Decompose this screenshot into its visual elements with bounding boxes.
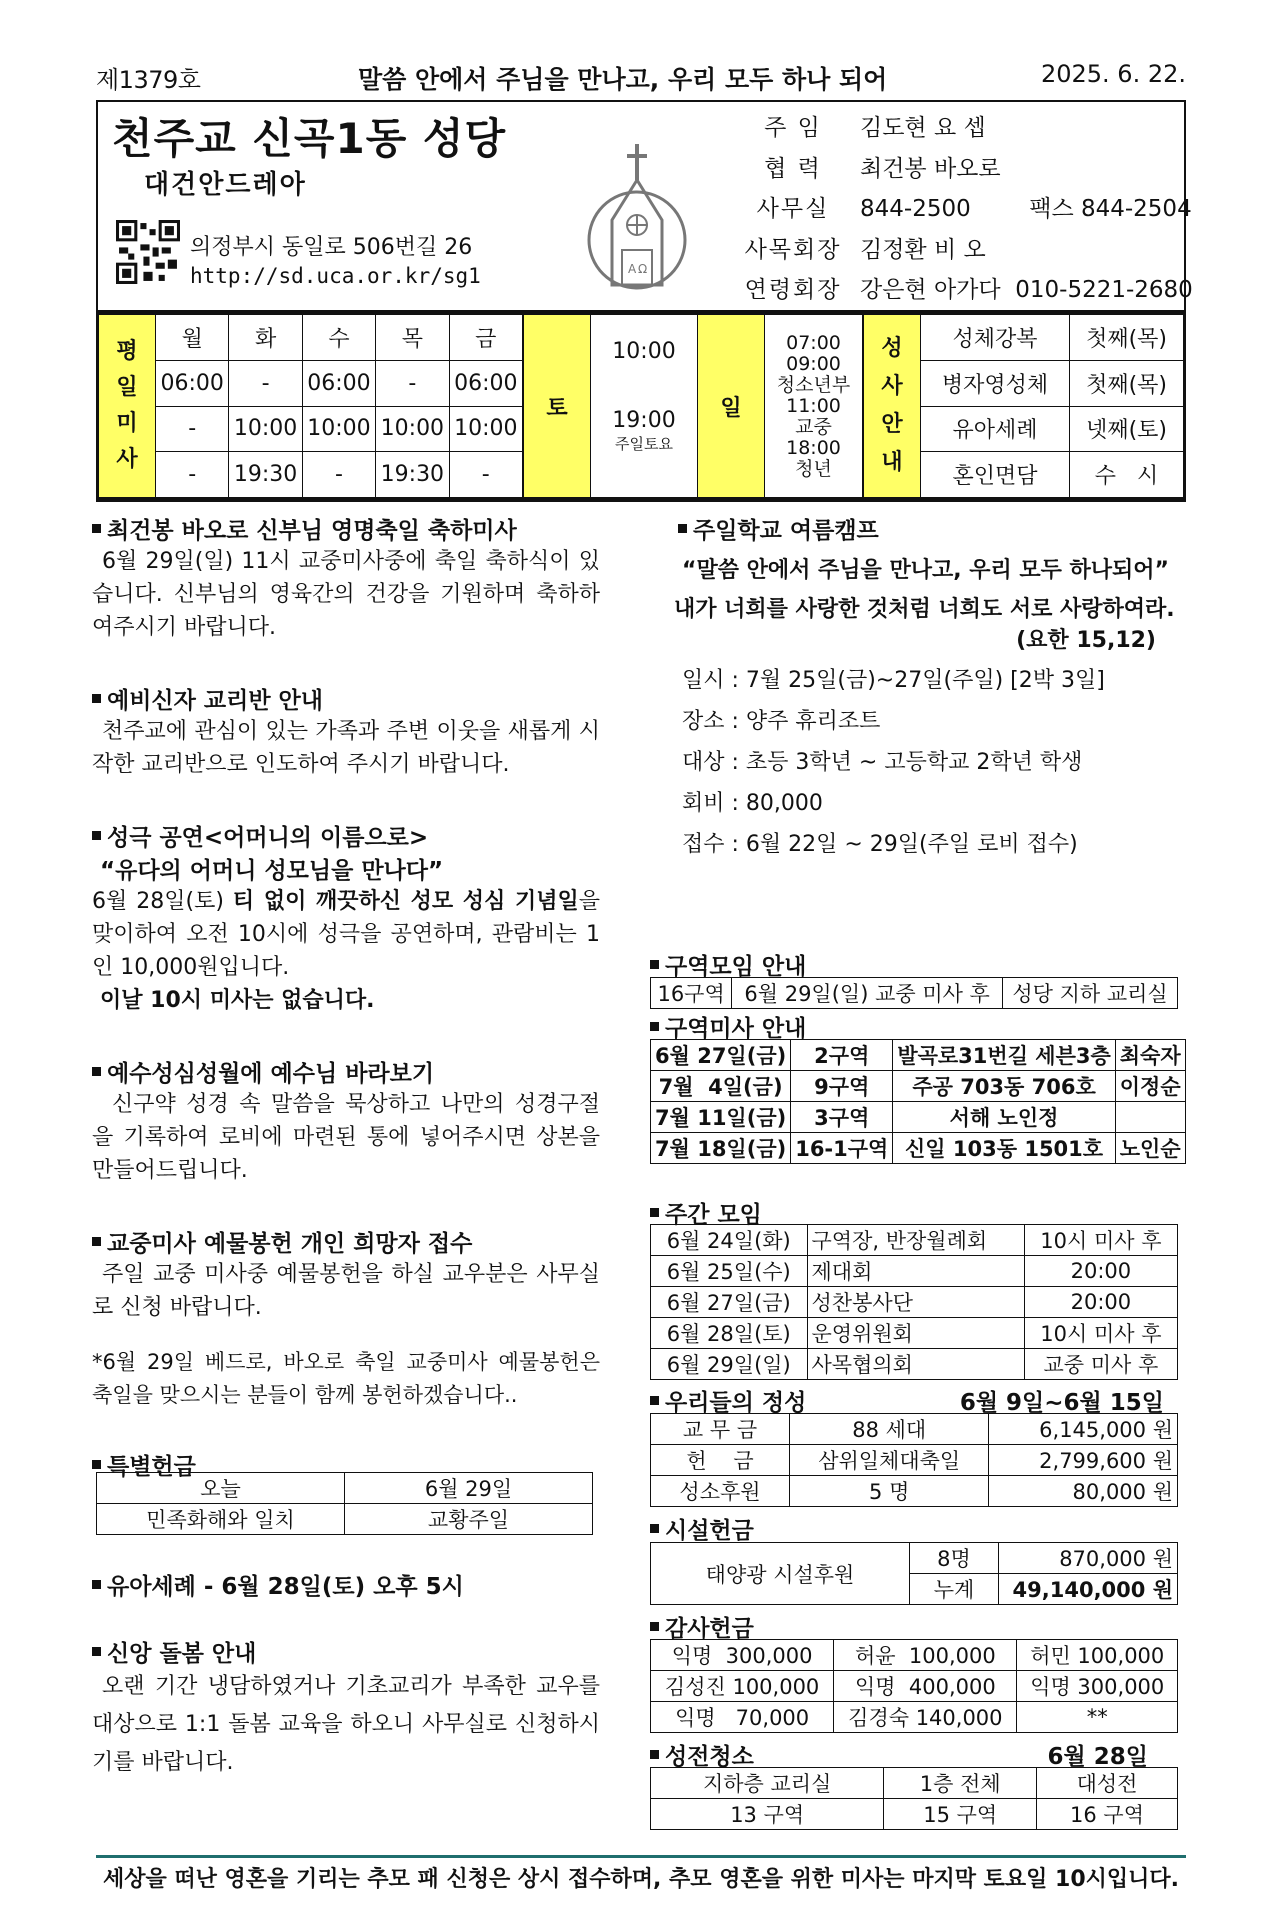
table-row: [651, 1287, 1178, 1318]
table-cell: 88 세대: [790, 1414, 989, 1445]
section-title: 구역미사 안내: [650, 1010, 806, 1043]
section-body: 천주교에 관심이 있는 가족과 주변 이웃을 새롭게 시작한 교리반으로 인도하여 주시기 바랍니다.: [92, 719, 600, 777]
table-cell: 운영위원회: [807, 1318, 1024, 1349]
sacrament-label: 성 사 안 내: [864, 315, 921, 498]
table-cell: 6월 29일: [345, 1473, 593, 1504]
church-logo-icon: [582, 140, 692, 300]
table-cell: 익명 300,000: [651, 1640, 834, 1671]
mass-time: -: [376, 360, 449, 406]
section-title: 주간 모임: [650, 1196, 762, 1229]
weekday-mass-table: [98, 314, 523, 498]
table-cell: 80,000 원: [989, 1476, 1178, 1507]
section-title: 주일학교 여름캠프: [678, 512, 1186, 545]
sunday-time-note: 교중: [795, 415, 832, 438]
section-body: 6월 28일(토) 티 없이 깨끗하신 성모 성심 기념일을 맞이하여 오전 10시에 성극을 공연하며, 관람비는 1인 10,000원입니다.: [92, 889, 600, 980]
staff-value: 김도현 요 셉: [860, 115, 986, 141]
section-subtitle: “유다의 어머니 성모님을 만나다”: [100, 858, 444, 884]
svg-text:A: A: [628, 262, 637, 276]
table-cell: 성찬봉사단: [807, 1287, 1024, 1318]
sacrament-schedule: 첫째(목): [1070, 360, 1184, 406]
table-cell: 16-1구역: [791, 1133, 893, 1164]
table-cell: 교황주일: [345, 1504, 593, 1535]
table-row: [651, 1318, 1178, 1349]
section-title: 교중미사 예물봉헌 개인 희망자 접수: [92, 1225, 600, 1258]
sacrament-schedule: 넷째(토): [1070, 406, 1184, 452]
table-cell: 9구역: [791, 1071, 893, 1102]
mass-time: 06:00: [449, 360, 522, 406]
mass-time: -: [229, 360, 302, 406]
svg-text:Ω: Ω: [638, 262, 648, 276]
church-url[interactable]: http://sd.uca.or.kr/sg1: [190, 264, 481, 288]
saturday-time: 10:00: [612, 339, 676, 364]
section-title: 우리들의 정성 6월 9일~6월 15일: [650, 1384, 1178, 1417]
sunday-label: 일: [698, 315, 765, 498]
day-header: 금: [449, 315, 522, 361]
table-row: [651, 1349, 1178, 1380]
sunday-times: [765, 315, 863, 498]
mass-time: -: [449, 452, 522, 498]
sunday-time-note: 청소년부: [776, 373, 851, 396]
mass-time: -: [156, 406, 229, 452]
table-row: [651, 1040, 1186, 1071]
table-cell: 6월 29일(일): [651, 1349, 808, 1380]
weekday-mass-label: 평 일 미 사: [99, 315, 156, 498]
table-cell: 노인순: [1115, 1133, 1185, 1164]
sunday-time: 11:00: [786, 394, 841, 417]
table-cell: 5 명: [790, 1476, 989, 1507]
district-mass-table: [650, 1039, 1186, 1164]
bullet-square-icon: [650, 1022, 659, 1031]
offering-table: [650, 1413, 1178, 1507]
table-cell: 49,140,000 원: [999, 1574, 1178, 1605]
section-note: *6월 29일 베드로, 바오로 축일 교중미사 예물봉헌은 축일을 맞으시는 분들이 함께 봉헌하겠습니다..: [92, 1350, 600, 1407]
staff-value: 김정환 비 오: [860, 236, 986, 263]
table-cell: 2구역: [791, 1040, 893, 1071]
staff-label: 사무실: [756, 196, 830, 222]
saturday-time: 19:00: [612, 408, 676, 433]
day-header: 수: [302, 315, 375, 361]
offering-period: 6월 9일~6월 15일: [959, 1390, 1164, 1416]
table-cell: 구역장, 반장월례회: [807, 1225, 1024, 1256]
cleaning-table: [650, 1767, 1178, 1830]
bullet-square-icon: [92, 1237, 101, 1246]
thanks-offering-table: [650, 1639, 1178, 1733]
table-cell: 최숙자: [1115, 1040, 1185, 1071]
table-row: [651, 1133, 1186, 1164]
table-cell: 오늘: [97, 1473, 345, 1504]
staff-row: [738, 189, 1193, 230]
table-cell: 허윤 100,000: [834, 1640, 1017, 1671]
sacrament-name: 유아세례: [921, 406, 1070, 452]
section-title: 성전청소 6월 28일: [650, 1738, 1178, 1771]
staff-row: [738, 149, 1193, 190]
mass-time: 19:30: [229, 452, 302, 498]
header-box: [96, 100, 1193, 312]
bullet-square-icon: [650, 1750, 659, 1759]
table-cell: 6월 27일(금): [651, 1040, 791, 1071]
staff-label: 주 임: [764, 115, 822, 141]
table-cell: 헌 금: [651, 1445, 790, 1476]
section-body: 주일 교중 미사중 예물봉헌을 하실 교우분은 사무실로 신청 바랍니다.: [92, 1262, 600, 1320]
table-cell: 익명 300,000: [1017, 1671, 1178, 1702]
staff-label: 사목회장: [744, 236, 842, 263]
sunday-time: 18:00: [786, 436, 841, 459]
section-title: 감사헌금: [650, 1610, 754, 1643]
table-cell: 6,145,000 원: [989, 1414, 1178, 1445]
facility-offering-table: [650, 1542, 1178, 1605]
day-header: 월: [156, 315, 229, 361]
mass-schedule: [96, 312, 1186, 502]
district-meeting-table: [650, 977, 1178, 1009]
table-cell: 발곡로31번길 세븐3층: [893, 1040, 1115, 1071]
sunday-time-note: 청년: [795, 457, 832, 480]
table-cell: [1115, 1102, 1185, 1133]
staff-value: 강은현 아가다 010-5221-2680: [860, 277, 1193, 303]
bullet-square-icon: [650, 1622, 659, 1631]
table-row: [651, 1543, 1178, 1574]
table-cell: 20:00: [1024, 1256, 1177, 1287]
table-cell: 16구역: [651, 978, 732, 1009]
table-cell: 교 무 금: [651, 1414, 790, 1445]
sacrament-name: 혼인면담: [921, 452, 1070, 498]
church-address: 의정부시 동일로 506번길 26: [190, 235, 473, 260]
table-cell: 신일 103동 1501호: [893, 1133, 1115, 1164]
section-title: 예수성심성월에 예수님 바라보기: [92, 1055, 600, 1088]
table-cell: 김경숙 140,000: [834, 1702, 1017, 1733]
section-title: 특별헌금: [92, 1448, 600, 1481]
staff-label: 협 력: [764, 155, 822, 182]
sacrament-name: 성체강복: [921, 315, 1070, 361]
mass-time: 10:00: [376, 406, 449, 452]
sunday-time: 07:00: [786, 331, 841, 354]
mass-time: 19:30: [376, 452, 449, 498]
table-row: [651, 1414, 1178, 1445]
mass-time: 06:00: [156, 360, 229, 406]
table-cell: 10시 미사 후: [1024, 1318, 1177, 1349]
table-cell: 13 구역: [651, 1799, 884, 1830]
issue-date: 2025. 6. 22.: [1040, 60, 1186, 88]
sacrament-schedule: 첫째(목): [1070, 315, 1184, 361]
table-cell: 15 구역: [884, 1799, 1037, 1830]
staff-row: [738, 270, 1193, 311]
bullet-square-icon: [92, 1647, 101, 1656]
table-cell: 8명: [910, 1543, 999, 1574]
table-row: [651, 1799, 1178, 1830]
saturday-times: [591, 315, 698, 498]
camp-verse-ref: (요한 15,12): [1016, 628, 1156, 653]
camp-quote: “말씀 안에서 주님을 만나고, 우리 모두 하나되어”: [682, 558, 1170, 583]
section-title: 유아세례 - 6월 28일(토) 오후 5시: [92, 1568, 600, 1601]
staff-row: [738, 230, 1193, 271]
table-cell: 7월 18일(금): [651, 1133, 791, 1164]
left-column-bottom: [92, 1568, 600, 1782]
table-row: [651, 1071, 1186, 1102]
mass-time: 06:00: [302, 360, 375, 406]
table-cell: 3구역: [791, 1102, 893, 1133]
table-cell: 870,000 원: [999, 1543, 1178, 1574]
table-cell: 6월 29일(일) 교중 미사 후: [732, 978, 1003, 1009]
section-body: 오랜 기간 냉담하였거나 기초교리가 부족한 교우를 대상으로 1:1 돌봄 교육을 하오니 사무실로 신청하시기를 바랍니다.: [92, 1674, 600, 1775]
table-cell: 6월 25일(수): [651, 1256, 808, 1287]
table-cell: 익명 70,000: [651, 1702, 834, 1733]
mass-time: 10:00: [229, 406, 302, 452]
camp-details: [682, 660, 1186, 865]
church-name: 천주교 신곡1동 성당: [112, 114, 507, 163]
table-cell: 성당 지하 교리실: [1003, 978, 1178, 1009]
table-cell: 7월 4일(금): [651, 1071, 791, 1102]
right-column: [674, 512, 1186, 865]
staff-row: [738, 108, 1193, 149]
section-title: 성극 공연<어머니의 이름으로>: [92, 819, 600, 852]
saturday-time-note: 주일토요: [615, 435, 673, 453]
cleaning-date: 6월 28일: [1047, 1744, 1148, 1770]
mass-time: -: [302, 452, 375, 498]
table-cell: 지하층 교리실: [651, 1768, 884, 1799]
table-cell: 주공 703동 706호: [893, 1071, 1115, 1102]
left-column: [92, 512, 600, 1481]
table-cell: 7월 11일(금): [651, 1102, 791, 1133]
table-cell: 성소후원: [651, 1476, 790, 1507]
table-cell: 사목협의회: [807, 1349, 1024, 1380]
camp-verse: 내가 너희를 사랑한 것처럼 너희도 서로 사랑하여라.: [674, 597, 1175, 622]
bullet-square-icon: [92, 1580, 101, 1589]
table-cell: 1층 전체: [884, 1768, 1037, 1799]
table-cell: 민족화해와 일치: [97, 1504, 345, 1535]
sacrament-name: 병자영성체: [921, 360, 1070, 406]
table-cell: 2,799,600 원: [989, 1445, 1178, 1476]
day-header: 화: [229, 315, 302, 361]
bullet-square-icon: [650, 1524, 659, 1533]
saturday-label: 토: [524, 315, 591, 498]
camp-detail: 대상 : 초등 3학년 ~ 고등학교 2학년 학생: [682, 750, 1083, 775]
bullet-square-icon: [92, 524, 101, 533]
bullet-square-icon: [650, 1208, 659, 1217]
table-row: [651, 1256, 1178, 1287]
camp-detail: 일시 : 7월 25일(금)~27일(주일) [2박 3일]: [682, 668, 1105, 693]
table-cell: 누계: [910, 1574, 999, 1605]
table-cell: 허민 100,000: [1017, 1640, 1178, 1671]
table-row: [651, 1102, 1186, 1133]
table-cell: 6월 28일(토): [651, 1318, 808, 1349]
section-title: 최건봉 바오로 신부님 영명축일 축하미사: [92, 512, 600, 545]
camp-detail: 장소 : 양주 휴리조트: [682, 709, 881, 734]
day-header: 목: [376, 315, 449, 361]
table-cell: 삼위일체대축일: [790, 1445, 989, 1476]
table-cell: 태양광 시설후원: [651, 1543, 910, 1605]
table-row: [651, 1768, 1178, 1799]
sunday-time: 09:00: [786, 352, 841, 375]
mass-time: 10:00: [302, 406, 375, 452]
section-title: 신앙 돌봄 안내: [92, 1635, 600, 1668]
table-cell: 16 구역: [1037, 1799, 1178, 1830]
qr-code-icon: [116, 220, 180, 284]
table-cell: 익명 400,000: [834, 1671, 1017, 1702]
bullet-square-icon: [92, 1067, 101, 1076]
section-title: 구역모임 안내: [650, 948, 806, 981]
table-cell: 대성전: [1037, 1768, 1178, 1799]
mass-time: 10:00: [449, 406, 522, 452]
sacrament-schedule: 수 시: [1070, 452, 1184, 498]
table-cell: 서해 노인정: [893, 1102, 1115, 1133]
footer-divider: [96, 1855, 1186, 1858]
staff-value: 최건봉 바오로: [860, 155, 1001, 182]
table-cell: 교중 미사 후: [1024, 1349, 1177, 1380]
staff-list: [738, 108, 1193, 311]
table-row: [651, 1445, 1178, 1476]
section-title: 예비신자 교리반 안내: [92, 682, 600, 715]
section-note: 이날 10시 미사는 없습니다.: [100, 988, 375, 1013]
bullet-square-icon: [650, 1396, 659, 1405]
table-cell: 김성진 100,000: [651, 1671, 834, 1702]
patron-saint: 대건안드레아: [144, 170, 307, 200]
table-cell: 이정순: [1115, 1071, 1185, 1102]
table-cell: 6월 27일(금): [651, 1287, 808, 1318]
staff-label: 연령회장: [744, 277, 842, 303]
camp-detail: 접수 : 6월 22일 ~ 29일(주일 로비 접수): [682, 832, 1078, 857]
motto: 말씀 안에서 주님을 만나고, 우리 모두 하나 되어: [358, 65, 888, 94]
table-cell: 제대회: [807, 1256, 1024, 1287]
table-row: [651, 1225, 1178, 1256]
bullet-square-icon: [92, 1460, 101, 1469]
special-offering-table: [96, 1472, 593, 1535]
mass-time: -: [156, 452, 229, 498]
table-row: [651, 1702, 1178, 1733]
staff-value: 844-2500 팩스 844-2504: [860, 196, 1192, 222]
table-cell: 6월 24일(화): [651, 1225, 808, 1256]
table-cell: 10시 미사 후: [1024, 1225, 1177, 1256]
table-row: [651, 1671, 1178, 1702]
table-row: [651, 1640, 1178, 1671]
table-row: [651, 1476, 1178, 1507]
issue-number: 제1379호: [96, 66, 201, 94]
bullet-square-icon: [650, 960, 659, 969]
section-body: 6월 29일(일) 11시 교중미사중에 축일 축하식이 있습니다. 신부님의 영육간의 건강을 기원하며 축하하여주시기 바랍니다.: [92, 549, 600, 640]
bullet-square-icon: [92, 831, 101, 840]
sacrament-table: [863, 314, 1184, 498]
footer-notice: 세상을 떠난 영혼을 기리는 추모 패 신청은 상시 접수하며, 추모 영혼을 위한 미사는 마지막 토요일 10시입니다.: [102, 1867, 1180, 1892]
table-cell: 20:00: [1024, 1287, 1177, 1318]
bullet-square-icon: [678, 524, 687, 533]
camp-detail: 회비 : 80,000: [682, 791, 823, 816]
section-body: 신구약 성경 속 말씀을 묵상하고 나만의 성경구절을 기록하여 로비에 마련된 통에 넣어주시면 상본을 만들어드립니다.: [92, 1092, 600, 1183]
section-title: 시설헌금: [650, 1512, 754, 1545]
weekend-mass-table: [523, 314, 863, 498]
weekly-meetings-table: [650, 1224, 1178, 1380]
table-cell: **: [1017, 1702, 1178, 1733]
bullet-square-icon: [92, 694, 101, 703]
